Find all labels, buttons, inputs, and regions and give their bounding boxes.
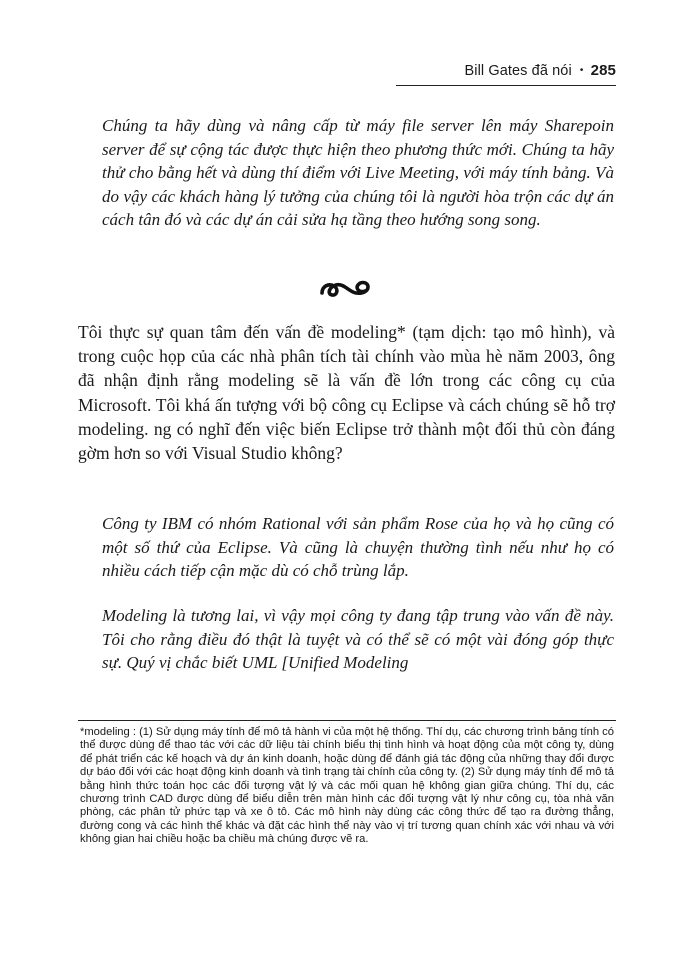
running-header xyxy=(464,62,616,79)
body-paragraph: Tôi thực sự quan tâm đến vấn đề modeling* (tạm dịch: tạo mô hình), và trong cuộc họp của các nhà phân tích tài chính vào mùa hè năm 2003, ông đã nhận định rằng modeling sẽ là vấn đề lớn trong các công cụ của Microsoft. Tôi khá ấn tượng với bộ công cụ Eclipse và cách chúng sẽ hỗ trợ modeling. ng có nghĩ đến việc biến Eclipse trở thành một đối thủ còn đáng gờm hơn so với Visual Studio không? xyxy=(78,322,615,464)
page-number: 285 xyxy=(590,62,616,79)
quote-paragraph-2: Công ty IBM có nhóm Rational với sản phẩm Rose của họ và họ cũng có một số thứ của Eclipse. Và cũng là chuyện thường tình nếu như họ có nhiều cách tiếp cận mặc dù có chỗ trùng lắp. xyxy=(102,514,614,580)
header-bullet: • xyxy=(579,65,584,76)
swash-ornament-icon xyxy=(318,276,374,302)
quote-paragraph-1: Chúng ta hãy dùng và nâng cấp từ máy file server lên máy Sharepoin server để sự cộng tác được thực hiện theo phương thức mới. Chúng ta hãy thử cho bằng hết và dùng thí điểm với Live Meeting, với máy tính bảng. Và do vậy các khách hàng lý tưởng của chúng tôi là người hòa trộn các dự án cách tân đó và các dự án cải sửa hạ tầng theo hướng song song. xyxy=(102,116,614,229)
footnote: *modeling : (1) Sử dụng máy tính để mô tả hành vi của một hệ thống. Thí dụ, các chương trình bảng tính có thể được dùng để thao tác với các dữ liệu tài chính biểu thị tình hình và hoạt động của một công ty, dùng để phát triển các kế hoạch và dự án kinh doanh, hoặc dùng để đánh giá tác động của những thay đổi được dự báo đối với các hoạt động kinh doanh và tình trạng tài chính của công ty. (2) Sử dụng máy tính để mô tả bằng hình thức toán học các đối tượng vật lý và các mối quan hệ không gian giữa chúng. Thí dụ, các chương trình CAD được dùng để biểu diễn trên màn hình các đối tượng vật lý như công cụ, tòa nhà văn phòng, các phân tử phức tạp và xe ô tô. Các mô hình này dùng các công thức để tạo ra đường thẳng, đường cong và các hình thể khác và đặt các hình thể này vào vị trí tương quan chính xác với nhau và với không gian hai chiều hoặc ba chiều mà chúng được vẽ ra. xyxy=(80,726,614,846)
footnote-rule xyxy=(78,720,616,721)
header-rule xyxy=(396,85,616,86)
quote-paragraph-3: Modeling là tương lai, vì vậy mọi công ty đang tập trung vào vấn đề này. Tôi cho rằng điều đó thật là tuyệt và có thể sẽ có một vài đóng góp thực sự. Quý vị chắc biết UML [Unified Modeling xyxy=(102,606,614,672)
running-title: Bill Gates đã nói xyxy=(464,63,572,79)
